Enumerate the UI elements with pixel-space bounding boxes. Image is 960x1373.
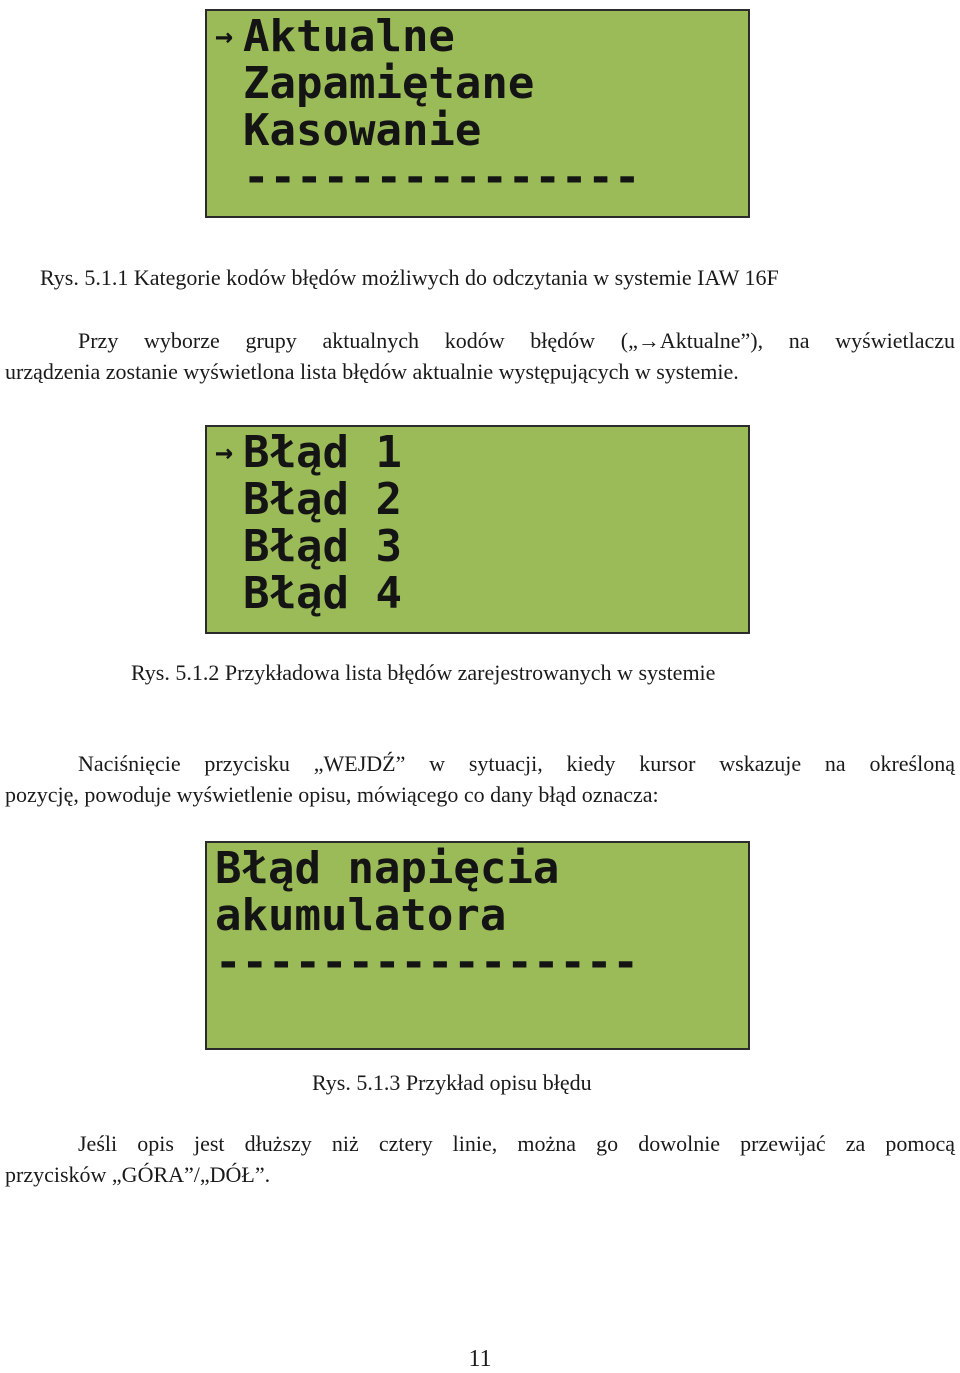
figure-caption-2: Rys. 5.1.2 Przykładowa lista błędów zarejestrowanych w systemie xyxy=(131,660,716,685)
error-description-line: akumulatora xyxy=(215,890,507,941)
lcd-line xyxy=(215,523,748,570)
lcd-line xyxy=(215,476,748,523)
lcd-line xyxy=(215,429,748,476)
paragraph-line: przycisków „GÓRA”/„DÓŁ”. xyxy=(5,1162,271,1187)
paragraph-line: pozycję, powoduje wyświetlenie opisu, mówiącego co dany błąd oznacza: xyxy=(5,782,659,807)
error-item: Błąd 3 xyxy=(243,521,402,572)
lcd-separator: ---------------- xyxy=(215,937,639,988)
lcd-line xyxy=(215,107,748,154)
lcd-separator: --------------- xyxy=(243,152,641,203)
paragraph-line: Naciśnięcie przycisku „WEJDŹ” w sytuacji, kiedy kursor wskazuje na określoną xyxy=(78,751,955,776)
menu-item-aktualne: Aktualne xyxy=(243,11,455,62)
cursor-arrow-icon: → xyxy=(215,19,234,54)
figure-caption-3: Rys. 5.1.3 Przykład opisu błędu xyxy=(312,1070,592,1095)
menu-item-kasowanie: Kasowanie xyxy=(243,105,482,156)
lcd-line xyxy=(215,13,748,60)
menu-item-zapamietane: Zapamiętane xyxy=(243,58,535,109)
lcd-line xyxy=(215,60,748,107)
figure-caption-1: Rys. 5.1.1 Kategorie kodów błędów możliwych do odczytania w systemie IAW 16F xyxy=(40,265,779,290)
error-description-line: Błąd napięcia xyxy=(215,843,560,894)
paragraph-line: Jeśli opis jest dłuższy niż cztery linie, można go dowolnie przewijać za pomocą xyxy=(78,1131,955,1156)
lcd-line xyxy=(215,939,748,986)
lcd-display-categories xyxy=(205,9,750,218)
lcd-line xyxy=(215,154,748,201)
lcd-display-error-description xyxy=(205,841,750,1050)
lcd-display-error-list xyxy=(205,425,750,634)
lcd-line xyxy=(215,845,748,892)
error-item: Błąd 4 xyxy=(243,568,402,619)
paragraph-line: Przy wyborze grupy aktualnych kodów błędów („→Aktualne”), na wyświetlaczu xyxy=(78,328,955,353)
paragraph-line: urządzenia zostanie wyświetlona lista błędów aktualnie występujących w systemie. xyxy=(5,359,739,384)
cursor-arrow-icon: → xyxy=(215,435,234,470)
page-number: 11 xyxy=(468,1346,492,1372)
error-item: Błąd 1 xyxy=(243,427,402,478)
lcd-line xyxy=(215,570,748,617)
paragraph-3 xyxy=(5,1128,955,1190)
paragraph-2 xyxy=(5,748,955,810)
lcd-line xyxy=(215,892,748,939)
error-item: Błąd 2 xyxy=(243,474,402,525)
paragraph-1 xyxy=(5,325,955,387)
